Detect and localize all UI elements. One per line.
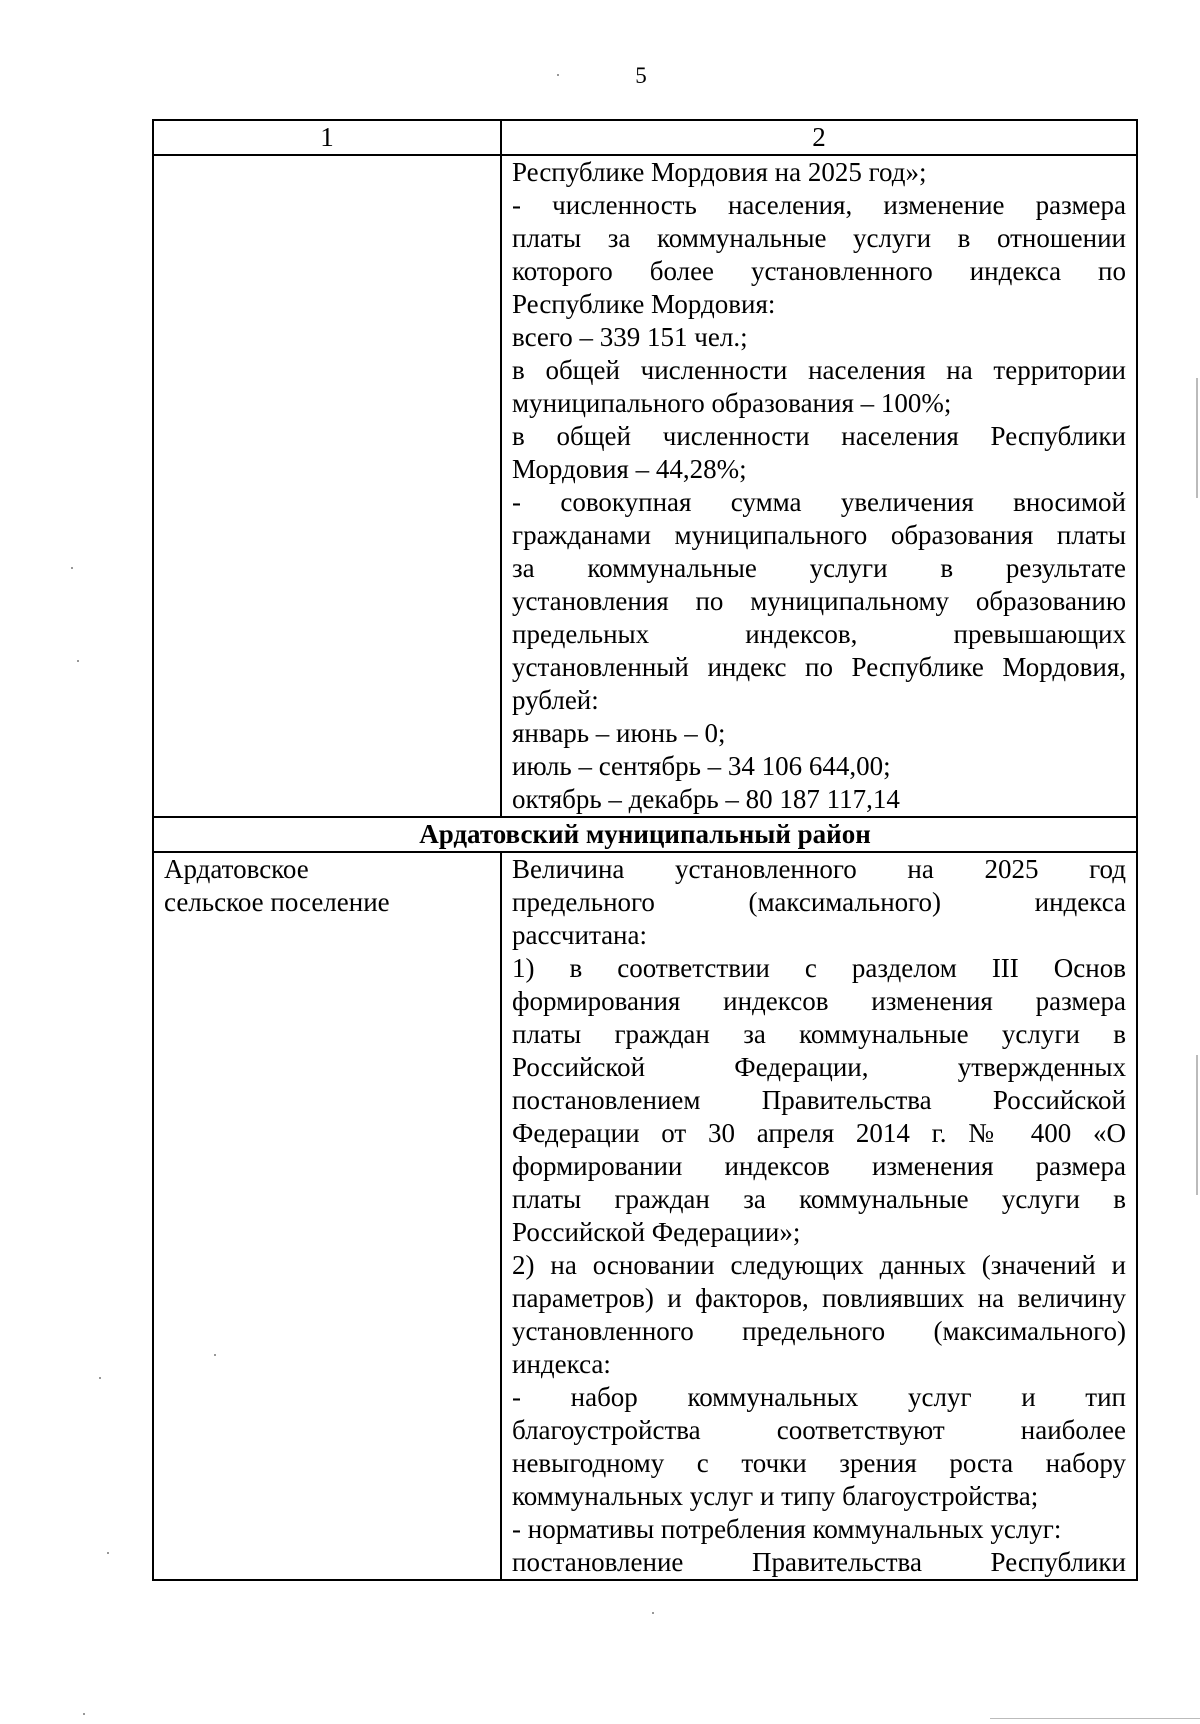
text-line: невыгодному с точки зрения роста набору bbox=[512, 1448, 1126, 1478]
row2-col1-cell bbox=[153, 852, 501, 1580]
text-line: рублей: bbox=[512, 685, 599, 715]
text-line: установления по муниципальному образованию bbox=[512, 586, 1126, 616]
row1-col1-cell bbox=[153, 155, 501, 817]
scan-edge-mark bbox=[1196, 1055, 1198, 1195]
text-line: в общей численности населения Республики bbox=[512, 421, 1126, 451]
table-row bbox=[153, 852, 1137, 1580]
settlement-name-line: сельское поселение bbox=[164, 887, 390, 917]
text-line: постановлением Правительства Российской bbox=[512, 1085, 1126, 1115]
text-line: предельных индексов, превышающих bbox=[512, 619, 1126, 649]
page-number: 5 bbox=[635, 63, 647, 88]
text-line: 1) в соответствии с разделом III Основ bbox=[512, 953, 1126, 983]
text-line: предельного (максимального) индекса bbox=[512, 887, 1126, 917]
table-row bbox=[153, 155, 1137, 817]
section-title: Ардатовский муниципальный район bbox=[153, 817, 1137, 852]
text-line: платы граждан за коммунальные услуги в bbox=[512, 1019, 1126, 1049]
text-line: рассчитана: bbox=[512, 920, 647, 950]
text-line: Республике Мордовия на 2025 год»; bbox=[512, 157, 927, 187]
text-line: формировании индексов изменения размера bbox=[512, 1151, 1126, 1181]
text-line: октябрь – декабрь – 80 187 117,14 bbox=[512, 784, 900, 814]
text-line: Республике Мордовия: bbox=[512, 289, 776, 319]
text-line: Величина установленного на 2025 год bbox=[512, 854, 1126, 884]
text-line: которого более установленного индекса по bbox=[512, 256, 1126, 286]
document-table bbox=[152, 119, 1138, 1581]
scan-speck bbox=[71, 567, 73, 569]
scan-speck bbox=[99, 1377, 101, 1379]
text-line: за коммунальные услуги в результате bbox=[512, 553, 1126, 583]
text-line: постановление Правительства Республики bbox=[512, 1547, 1126, 1577]
text-line: июль – сентябрь – 34 106 644,00; bbox=[512, 751, 891, 781]
text-line: гражданами муниципального образования платы bbox=[512, 520, 1126, 550]
text-line: - численность населения, изменение размера bbox=[512, 190, 1126, 220]
text-line: параметров) и факторов, повлиявших на величину bbox=[512, 1283, 1126, 1313]
row2-col2-text bbox=[512, 853, 1126, 1579]
row2-col2-cell bbox=[501, 852, 1137, 1580]
text-line: муниципального образования – 100%; bbox=[512, 388, 952, 418]
text-line: установленный индекс по Республике Мордовия, bbox=[512, 652, 1126, 682]
text-line: - совокупная сумма увеличения вносимой bbox=[512, 487, 1126, 517]
row1-col2-text bbox=[512, 156, 1126, 816]
text-line: Мордовия – 44,28%; bbox=[512, 454, 747, 484]
text-line: 2) на основании следующих данных (значений и bbox=[512, 1250, 1126, 1280]
row1-col2-cell bbox=[501, 155, 1137, 817]
scan-edge-mark bbox=[1196, 378, 1198, 498]
text-line: платы граждан за коммунальные услуги в bbox=[512, 1184, 1126, 1214]
text-line: Российской Федерации, утвержденных bbox=[512, 1052, 1126, 1082]
text-line: Федерации от 30 апреля 2014 г. № 400 «О bbox=[512, 1118, 1126, 1148]
text-line: - нормативы потребления коммунальных услуг: bbox=[512, 1514, 1062, 1544]
text-line: всего – 339 151 чел.; bbox=[512, 322, 748, 352]
scan-speck bbox=[557, 74, 559, 76]
text-line: январь – июнь – 0; bbox=[512, 718, 726, 748]
scan-edge-mark bbox=[990, 1718, 1200, 1719]
scan-speck bbox=[107, 1552, 109, 1554]
text-line: установленного предельного (максимального) bbox=[512, 1316, 1126, 1346]
section-header-row bbox=[153, 817, 1137, 852]
text-line: формирования индексов изменения размера bbox=[512, 986, 1126, 1016]
column-2-header: 2 bbox=[501, 120, 1137, 155]
settlement-name-line: Ардатовское bbox=[164, 854, 309, 884]
column-1-header: 1 bbox=[153, 120, 501, 155]
scan-speck bbox=[83, 1713, 85, 1715]
scan-speck bbox=[214, 1354, 216, 1356]
text-line: платы за коммунальные услуги в отношении bbox=[512, 223, 1126, 253]
table-header-row bbox=[153, 120, 1137, 155]
text-line: в общей численности населения на территории bbox=[512, 355, 1126, 385]
text-line: благоустройства соответствуют наиболее bbox=[512, 1415, 1126, 1445]
text-line: индекса: bbox=[512, 1349, 611, 1379]
text-line: - набор коммунальных услуг и тип bbox=[512, 1382, 1126, 1412]
scan-speck bbox=[77, 660, 79, 662]
text-line: Российской Федерации»; bbox=[512, 1217, 801, 1247]
text-line: коммунальных услуг и типу благоустройства; bbox=[512, 1481, 1039, 1511]
scan-speck bbox=[652, 1612, 654, 1614]
